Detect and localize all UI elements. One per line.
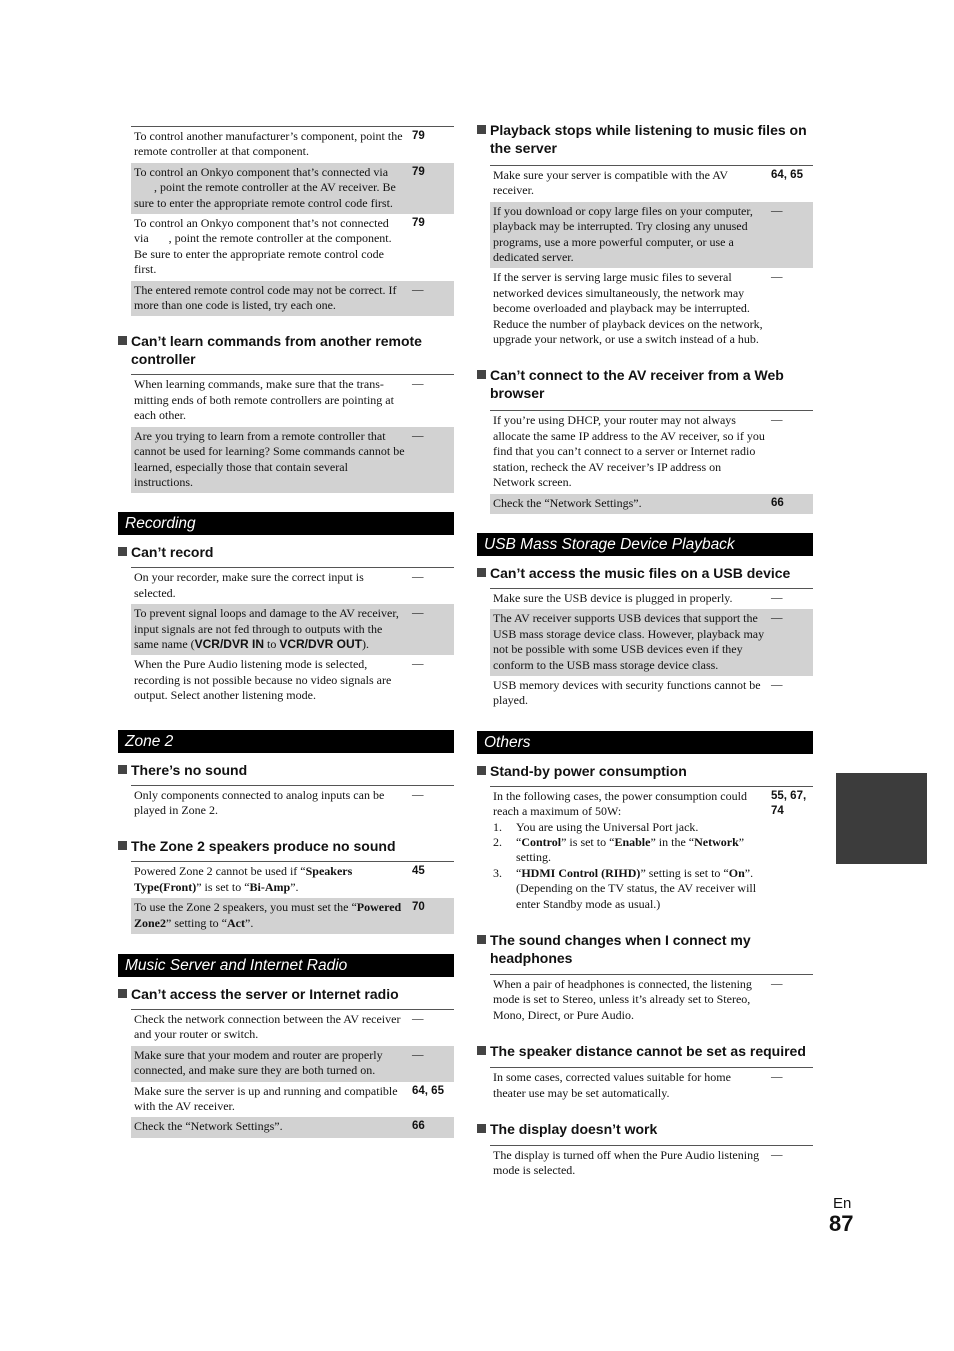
square-bullet-icon bbox=[477, 766, 486, 775]
list-item: 3. “HDMI Control (RIHD)” setting is set to “On”. (Depending on the TV status, the AV receiver will enter Standby mode as usual.) bbox=[493, 865, 757, 911]
usb-table bbox=[490, 588, 813, 712]
browser-table bbox=[490, 410, 813, 513]
standby-steps-list bbox=[493, 820, 765, 912]
section-band-usb: USB Mass Storage Device Playback bbox=[477, 533, 813, 556]
right-column bbox=[477, 121, 813, 1182]
table-row: Only components connected to analog inputs can be played in Zone 2. — bbox=[134, 787, 424, 817]
section-heading-usb-access: Can’t access the music files on a USB device bbox=[477, 564, 813, 582]
page-number: 87 bbox=[829, 1211, 854, 1236]
table-row: The display is turned off when the Pure Audio listening mode is selected. — bbox=[493, 1148, 783, 1178]
section-heading-standby: Stand-by power consumption bbox=[477, 762, 813, 780]
zone2-speakers-table bbox=[131, 861, 454, 934]
table-row: The entered remote control code may not be correct. If more than one code is listed, try each one. — bbox=[131, 281, 454, 317]
table-row: In some cases, corrected values suitable for home theater use may be set automatically. — bbox=[493, 1070, 783, 1100]
display-table bbox=[490, 1145, 813, 1182]
playback-table bbox=[490, 165, 813, 350]
section-heading-playback-stops: Playback stops while listening to music files on the server bbox=[477, 121, 813, 157]
list-item: 1. You are using the Universal Port jack. bbox=[493, 819, 699, 834]
table-row: Check the network connection between the AV receiver and your router or switch. — bbox=[134, 1012, 424, 1042]
section-band-recording: Recording bbox=[118, 512, 454, 535]
zone2-no-sound-table bbox=[131, 785, 454, 822]
remote-control-table bbox=[131, 126, 454, 316]
table-row: Make sure your server is compatible with the AV receiver. 64, 65 bbox=[493, 168, 803, 198]
table-row: Check the “Network Settings”. 66 bbox=[490, 494, 813, 514]
table-row: To control another manufacturer’s component, point the remote controller at that component. 79 bbox=[134, 129, 425, 159]
table-row: Are you trying to learn from a remote controller that cannot be used for learning? Some commands cannot be learned, especially those that contain several instructions. — bbox=[131, 427, 454, 494]
table-row: To use the Zone 2 speakers, you must set the “Powered Zone2” setting to “Act”. 70 bbox=[131, 898, 454, 934]
chapter-tab bbox=[836, 773, 927, 864]
speaker-distance-table bbox=[490, 1067, 813, 1104]
standby-table bbox=[490, 786, 813, 915]
square-bullet-icon bbox=[477, 1124, 486, 1133]
table-row: Make sure the server is up and running and compatible with the AV receiver. 64, 65 bbox=[134, 1083, 444, 1114]
table-row: If the server is serving large music files to several networked devices simultaneously, the network may become overloaded and playback may be interrupted. Reduce the number of playback devices on the network, upgrade your network, or use a switch instead of a hub. — bbox=[493, 270, 783, 347]
square-bullet-icon bbox=[477, 125, 486, 134]
table-row: To control an Onkyo component that’s not connected via , point the remote controller at the component. Be sure to enter the appropriate remote control code first. 79 bbox=[134, 216, 425, 277]
table-row: In the following cases, the power consumption could reach a maximum of 50W: 1. You are using the Universal Port jack. 2. “Control” is set to “Enable” in the “Network” setting. 3. “HDMI Control (RIHD)” setting is set to “On”. (Depending on the TV status, the AV receiver will enter Standby mode as usual.) 55, 67, 74 bbox=[493, 788, 807, 911]
learn-table bbox=[131, 374, 454, 493]
section-heading-cant-record: Can’t record bbox=[118, 543, 454, 561]
square-bullet-icon bbox=[477, 1046, 486, 1055]
section-heading-no-sound: There’s no sound bbox=[118, 761, 454, 779]
section-heading-zone2-speakers: The Zone 2 speakers produce no sound bbox=[118, 837, 454, 855]
table-row: Make sure that your modem and router are properly connected, and make sure they are both turned on. — bbox=[131, 1046, 454, 1082]
section-heading-web-browser: Can’t connect to the AV receiver from a Web browser bbox=[477, 366, 813, 402]
page-language: En bbox=[833, 1195, 852, 1212]
headphones-table bbox=[490, 974, 813, 1026]
section-heading-learn: Can’t learn commands from another remote controller bbox=[118, 332, 454, 368]
section-heading-display: The display doesn’t work bbox=[477, 1120, 813, 1138]
table-row: The AV receiver supports USB devices that support the USB mass storage device class. However, playback may not be possible with some USB devices even if they conform to the USB mass storage device class. — bbox=[490, 609, 813, 676]
square-bullet-icon bbox=[477, 568, 486, 577]
square-bullet-icon bbox=[118, 841, 127, 850]
table-row: If you’re using DHCP, your router may not always allocate the same IP address to the AV receiver, so if you find that you can’t connect to a server or Internet radio station, recheck the AV receiver’s IP address on Network screen. — bbox=[493, 413, 783, 490]
section-band-others: Others bbox=[477, 731, 813, 754]
section-band-zone2: Zone 2 bbox=[118, 730, 454, 753]
music-server-table bbox=[131, 1009, 454, 1138]
square-bullet-icon bbox=[477, 370, 486, 379]
square-bullet-icon bbox=[118, 989, 127, 998]
table-row: When learning commands, make sure that the transmitting ends of both remote controllers are pointing at each other. — bbox=[134, 377, 424, 423]
list-item: 2. “Control” is set to “Enable” in the “Network” setting. bbox=[493, 834, 745, 865]
table-row: Make sure the USB device is plugged in properly. — bbox=[493, 590, 783, 605]
table-row: To control an Onkyo component that’s connected via , point the remote controller at the AV receiver. Be sure to enter the appropriate remote control code first. 79 bbox=[131, 163, 454, 214]
table-row: Check the “Network Settings”. 66 bbox=[131, 1117, 454, 1137]
table-row: When the Pure Audio listening mode is selected, recording is not possible because no video signals are output. Select another listening mode. — bbox=[134, 657, 424, 703]
recording-table bbox=[131, 567, 454, 706]
section-heading-speaker-distance: The speaker distance cannot be set as required bbox=[477, 1042, 813, 1060]
table-row: Powered Zone 2 cannot be used if “Speakers Type(Front)” is set to “Bi-Amp”. 45 bbox=[134, 864, 425, 894]
square-bullet-icon bbox=[118, 547, 127, 556]
left-column bbox=[118, 126, 454, 1138]
section-heading-headphones: The sound changes when I connect my headphones bbox=[477, 931, 813, 967]
table-row: When a pair of headphones is connected, the listening mode is set to Stereo, unless it’s already set to Stereo, Mono, Direct, or Pure Audio. — bbox=[493, 977, 783, 1022]
section-band-music-server: Music Server and Internet Radio bbox=[118, 954, 454, 977]
square-bullet-icon bbox=[118, 336, 127, 345]
section-heading-server-access: Can’t access the server or Internet radio bbox=[118, 985, 454, 1003]
square-bullet-icon bbox=[118, 765, 127, 774]
table-row: If you download or copy large files on your computer, playback may be interrupted. Try closing any unused programs, use a more powerful computer, or use a dedicated server. — bbox=[490, 202, 813, 269]
table-row: To prevent signal loops and damage to the AV receiver, input signals are not fed through to outputs with the same name (VCR/DVR IN to VCR/DVR OUT). — bbox=[131, 604, 454, 655]
table-row: USB memory devices with security functions cannot be played. — bbox=[493, 677, 783, 708]
square-bullet-icon bbox=[477, 935, 486, 944]
table-row: On your recorder, make sure the correct input is selected. — bbox=[134, 570, 424, 600]
